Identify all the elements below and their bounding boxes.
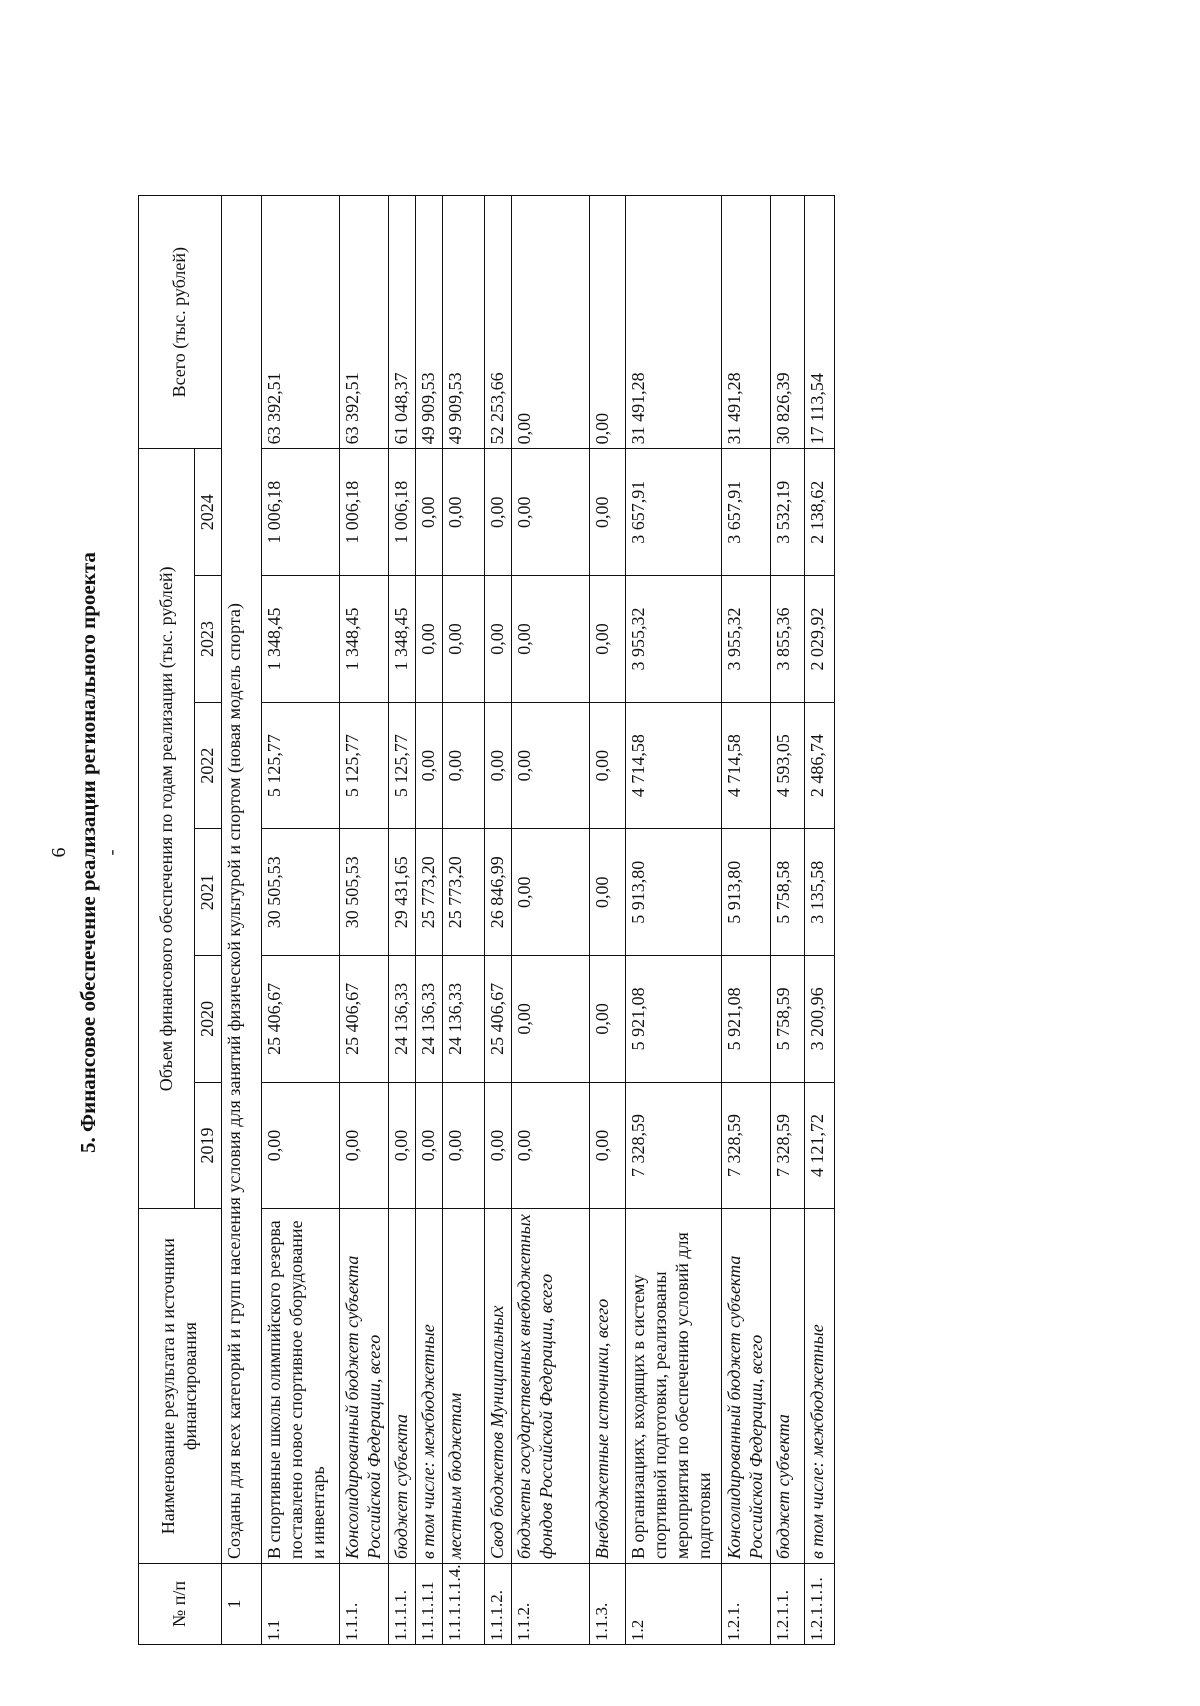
header-year: 2019: [195, 1082, 222, 1209]
header-col-total: Всего (тыс. рублей): [139, 196, 222, 449]
year-value-cell: 0,00: [484, 702, 511, 829]
header-year: 2021: [195, 829, 222, 956]
row-name: в том числе: межбюджетные: [415, 1209, 442, 1564]
year-value-cell: 4 714,58: [625, 702, 721, 829]
total-cell: 0,00: [589, 196, 625, 449]
year-value-cell: 0,00: [589, 702, 625, 829]
year-value-cell: 5 913,80: [721, 829, 770, 956]
year-value-cell: 25 773,20: [442, 829, 484, 956]
table-row: [589, 196, 625, 1645]
year-value-cell: 0,00: [484, 449, 511, 576]
year-value-cell: 26 846,99: [484, 829, 511, 956]
year-value-cell: 3 855,36: [770, 576, 804, 703]
year-value-cell: 5 758,58: [770, 829, 804, 956]
year-value-cell: 1 006,18: [388, 449, 415, 576]
year-value-cell: 3 532,19: [770, 449, 804, 576]
financing-table: [138, 195, 835, 1645]
year-value-cell: 2 138,62: [804, 449, 834, 576]
table-row: [339, 196, 388, 1645]
header-year: 2022: [195, 702, 222, 829]
year-value-cell: 1 348,45: [339, 576, 388, 703]
row-number: 1.2: [625, 1563, 721, 1644]
year-value-cell: 3 955,32: [721, 576, 770, 703]
year-value-cell: 5 125,77: [261, 702, 339, 829]
document-page: [40, 50, 1160, 1655]
table-row: [770, 196, 804, 1645]
year-value-cell: 0,00: [511, 449, 589, 576]
year-value-cell: 0,00: [511, 829, 589, 956]
header-col-num: № п/п: [139, 1563, 222, 1644]
year-value-cell: 0,00: [589, 829, 625, 956]
year-value-cell: 2 029,92: [804, 576, 834, 703]
total-cell: 31 491,28: [625, 196, 721, 449]
year-value-cell: 0,00: [589, 1082, 625, 1209]
year-value-cell: 3 135,58: [804, 829, 834, 956]
year-value-cell: 5 921,08: [625, 956, 721, 1083]
year-value-cell: 4 121,72: [804, 1082, 834, 1209]
year-value-cell: 0,00: [589, 449, 625, 576]
year-value-cell: 7 328,59: [770, 1082, 804, 1209]
row-number: 1.1.1.1.1.4.: [442, 1563, 484, 1644]
row-number: 1.1.3.: [589, 1563, 625, 1644]
year-value-cell: 0,00: [442, 449, 484, 576]
row-name: В организациях, входящих в систему спортивной подготовки, реализованы мероприятия по обеспечению условий для подготовки: [625, 1209, 721, 1564]
year-value-cell: 7 328,59: [625, 1082, 721, 1209]
document-title: 5. Финансовое обеспечение реализации регионального проекта: [76, 552, 100, 1153]
header-year: 2020: [195, 956, 222, 1083]
table-row: [388, 196, 415, 1645]
year-value-cell: 24 136,33: [388, 956, 415, 1083]
total-cell: 17 113,54: [804, 196, 834, 449]
year-value-cell: 0,00: [442, 702, 484, 829]
year-value-cell: 5 913,80: [625, 829, 721, 956]
year-value-cell: 0,00: [339, 1082, 388, 1209]
year-value-cell: 0,00: [415, 449, 442, 576]
row-name: Консолидированный бюджет субъекта Российской Федерации, всего: [339, 1209, 388, 1564]
year-value-cell: 2 486,74: [804, 702, 834, 829]
row-number: 1.2.1.: [721, 1563, 770, 1644]
year-value-cell: 0,00: [484, 1082, 511, 1209]
year-value-cell: 0,00: [415, 576, 442, 703]
year-value-cell: 30 505,53: [339, 829, 388, 956]
year-value-cell: 5 921,08: [721, 956, 770, 1083]
table-row: [415, 196, 442, 1645]
year-value-cell: 25 406,67: [261, 956, 339, 1083]
row-name: Консолидированный бюджет субъекта Российской Федерации, всего: [721, 1209, 770, 1564]
year-value-cell: 3 657,91: [721, 449, 770, 576]
year-value-cell: 5 125,77: [388, 702, 415, 829]
year-value-cell: 0,00: [589, 576, 625, 703]
year-value-cell: 1 006,18: [261, 449, 339, 576]
table-row: [721, 196, 770, 1645]
row-name: Внебюджетные источники, всего: [589, 1209, 625, 1564]
year-value-cell: 0,00: [511, 1082, 589, 1209]
year-value-cell: 0,00: [511, 576, 589, 703]
table-row: [804, 196, 834, 1645]
row-number: 1.2.1.1.: [770, 1563, 804, 1644]
year-value-cell: 24 136,33: [442, 956, 484, 1083]
year-value-cell: 25 406,67: [339, 956, 388, 1083]
section-num: 1: [221, 1563, 261, 1644]
row-number: 1.1.2.: [511, 1563, 589, 1644]
year-value-cell: 0,00: [261, 1082, 339, 1209]
year-value-cell: 5 125,77: [339, 702, 388, 829]
row-number: 1.2.1.1.1.: [804, 1563, 834, 1644]
header-col-name: Наименование результата и источники финансирования: [139, 1209, 222, 1564]
total-cell: 30 826,39: [770, 196, 804, 449]
total-cell: 0,00: [511, 196, 589, 449]
table-row: [261, 196, 339, 1645]
header-col-volume: Объем финансового обеспечения по годам реализации (тыс. рублей): [139, 449, 195, 1209]
year-value-cell: 3 955,32: [625, 576, 721, 703]
total-cell: 31 491,28: [721, 196, 770, 449]
table-row: [625, 196, 721, 1645]
row-number: 1.1.1.2.: [484, 1563, 511, 1644]
total-cell: 52 253,66: [484, 196, 511, 449]
year-value-cell: 1 348,45: [261, 576, 339, 703]
total-cell: 63 392,51: [261, 196, 339, 449]
table-row: [511, 196, 589, 1645]
year-value-cell: 0,00: [415, 1082, 442, 1209]
table-row: [442, 196, 484, 1645]
year-value-cell: 25 773,20: [415, 829, 442, 956]
row-name: бюджеты государственных внебюджетных фондов Российской Федерации, всего: [511, 1209, 589, 1564]
total-cell: 61 048,37: [388, 196, 415, 449]
header-year: 2023: [195, 576, 222, 703]
year-value-cell: 4 714,58: [721, 702, 770, 829]
row-number: 1.1: [261, 1563, 339, 1644]
row-name: бюджет субъекта: [388, 1209, 415, 1564]
row-name: бюджет субъекта: [770, 1209, 804, 1564]
year-value-cell: 0,00: [589, 956, 625, 1083]
table-row: [484, 196, 511, 1645]
year-value-cell: 25 406,67: [484, 956, 511, 1083]
row-number: 1.1.1.1.: [388, 1563, 415, 1644]
year-value-cell: 1 348,45: [388, 576, 415, 703]
total-cell: 49 909,53: [415, 196, 442, 449]
year-value-cell: 0,00: [415, 702, 442, 829]
section-text: Созданы для всех категорий и групп населения условия для занятий физической культурой и спортом (новая модель спорта): [221, 196, 261, 1564]
row-name: В спортивные школы олимпийского резерва поставлено новое спортивное оборудование и инвентарь: [261, 1209, 339, 1564]
year-value-cell: 30 505,53: [261, 829, 339, 956]
year-value-cell: 1 006,18: [339, 449, 388, 576]
year-value-cell: 29 431,65: [388, 829, 415, 956]
year-value-cell: 3 657,91: [625, 449, 721, 576]
year-value-cell: 3 200,96: [804, 956, 834, 1083]
year-value-cell: 7 328,59: [721, 1082, 770, 1209]
page-number: 6: [48, 847, 70, 858]
row-name: местным бюджетам: [442, 1209, 484, 1564]
row-name: Свод бюджетов Муниципальных: [484, 1209, 511, 1564]
row-number: 1.1.1.: [339, 1563, 388, 1644]
header-year: 2024: [195, 449, 222, 576]
section-row: [221, 196, 261, 1645]
title-dash: -: [101, 849, 121, 856]
year-value-cell: 0,00: [442, 1082, 484, 1209]
total-cell: 49 909,53: [442, 196, 484, 449]
year-value-cell: 0,00: [484, 576, 511, 703]
year-value-cell: 0,00: [388, 1082, 415, 1209]
year-value-cell: 0,00: [511, 956, 589, 1083]
year-value-cell: 4 593,05: [770, 702, 804, 829]
year-value-cell: 0,00: [442, 576, 484, 703]
year-value-cell: 5 758,59: [770, 956, 804, 1083]
year-value-cell: 24 136,33: [415, 956, 442, 1083]
row-number: 1.1.1.1.1: [415, 1563, 442, 1644]
year-value-cell: 0,00: [511, 702, 589, 829]
row-name: в том числе: межбюджетные: [804, 1209, 834, 1564]
total-cell: 63 392,51: [339, 196, 388, 449]
